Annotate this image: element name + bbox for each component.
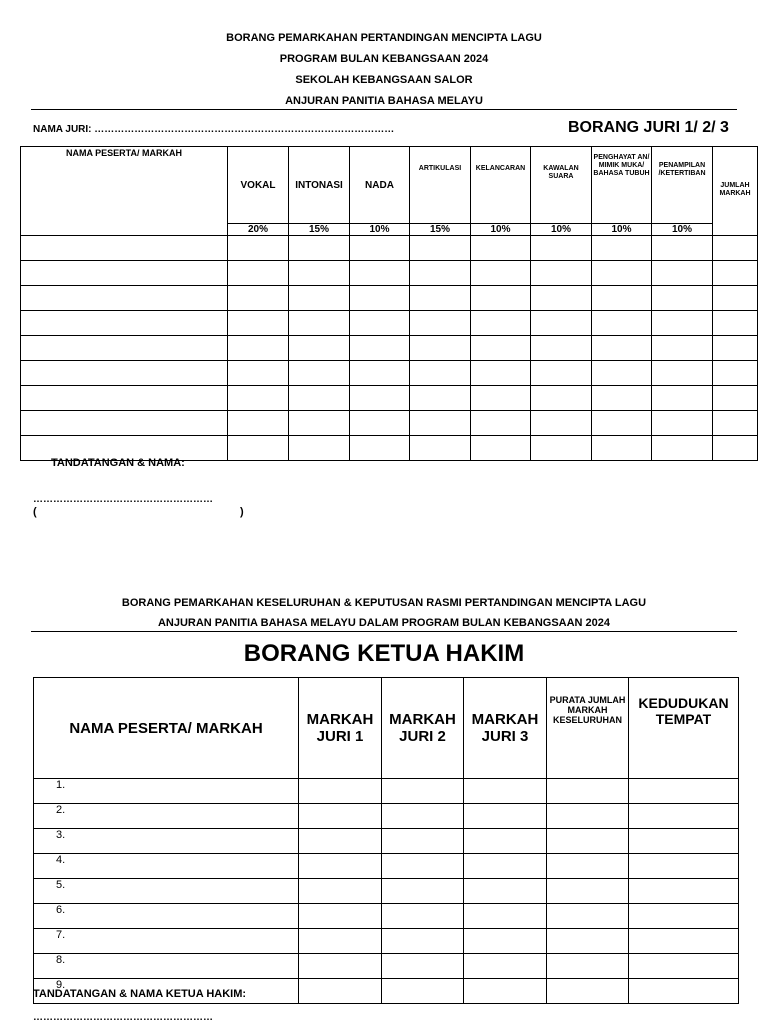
placement-cell[interactable]: [629, 804, 739, 829]
participant-name-cell[interactable]: [21, 286, 228, 311]
placement-header: KEDUDUKAN TEMPAT: [629, 678, 739, 779]
score-cell[interactable]: [228, 336, 289, 361]
participant-header: NAMA PESERTA/ MARKAH: [34, 678, 299, 779]
participant-name-cell[interactable]: [21, 311, 228, 336]
score-cell[interactable]: [289, 311, 350, 336]
judge-2-cell[interactable]: [382, 954, 464, 979]
participant-name-cell[interactable]: 2.: [34, 804, 299, 829]
criterion-weight: 15%: [410, 224, 471, 236]
score-cell[interactable]: [471, 236, 531, 261]
total-cell[interactable]: [713, 386, 758, 411]
score-cell[interactable]: [592, 336, 652, 361]
total-header: JUMLAH MARKAH: [713, 147, 758, 224]
score-cell[interactable]: [531, 386, 592, 411]
judge-1-cell[interactable]: [299, 954, 382, 979]
judge-3-header: MARKAH JURI 3: [464, 678, 547, 779]
judge-3-cell[interactable]: [464, 979, 547, 1004]
judge-1-cell[interactable]: [299, 904, 382, 929]
signature-label: TANDATANGAN & NAMA:: [51, 457, 185, 469]
total-cell[interactable]: [713, 436, 758, 461]
score-cell[interactable]: [471, 336, 531, 361]
criterion-header: ARTIKULASI: [410, 147, 471, 224]
average-cell[interactable]: [547, 879, 629, 904]
judge-3-cell[interactable]: [464, 779, 547, 804]
average-cell[interactable]: [547, 829, 629, 854]
weight-row: [21, 224, 758, 236]
participant-row: [34, 904, 739, 929]
judge-2-cell[interactable]: [382, 879, 464, 904]
average-cell[interactable]: [547, 979, 629, 1004]
participant-name-cell[interactable]: [21, 361, 228, 386]
placement-cell[interactable]: [629, 779, 739, 804]
score-row: [21, 286, 758, 311]
judge-2-cell[interactable]: [382, 929, 464, 954]
criterion-weight: 10%: [350, 224, 410, 236]
participant-name-cell[interactable]: 6.: [34, 904, 299, 929]
criterion-weight: 10%: [592, 224, 652, 236]
judge-3-cell[interactable]: [464, 929, 547, 954]
criterion-weight: 10%: [471, 224, 531, 236]
participant-row: [34, 879, 739, 904]
judge-3-cell[interactable]: [464, 804, 547, 829]
score-cell[interactable]: [652, 336, 713, 361]
placement-cell[interactable]: [629, 929, 739, 954]
head-judge-header-row: [34, 678, 739, 779]
participant-header: NAMA PESERTA/ MARKAH: [21, 147, 228, 224]
form1-title-line-1: BORANG PEMARKAHAN PERTANDINGAN MENCIPTA LAGU: [226, 32, 542, 44]
signature-paren-open: (: [33, 506, 37, 518]
score-cell[interactable]: [652, 311, 713, 336]
judge-name-field[interactable]: NAMA JURI: ………………………………………………………………………………: [33, 124, 395, 135]
participant-name-cell[interactable]: 7.: [34, 929, 299, 954]
score-cell[interactable]: [289, 386, 350, 411]
score-cell[interactable]: [350, 236, 410, 261]
score-cell[interactable]: [410, 261, 471, 286]
judge-score-table: [20, 146, 758, 461]
participant-name-cell[interactable]: 1.: [34, 779, 299, 804]
criterion-header: NADA: [350, 147, 410, 224]
score-cell[interactable]: [289, 336, 350, 361]
participant-row: [34, 929, 739, 954]
criterion-header: PENAMPILAN /KETERTIBAN: [652, 147, 713, 224]
score-cell[interactable]: [592, 386, 652, 411]
participant-row: [34, 804, 739, 829]
score-cell[interactable]: [410, 411, 471, 436]
placement-cell[interactable]: [629, 904, 739, 929]
score-cell[interactable]: [228, 411, 289, 436]
form2-divider: [31, 631, 737, 632]
judge-2-cell[interactable]: [382, 779, 464, 804]
score-cell[interactable]: [652, 411, 713, 436]
score-cell[interactable]: [289, 411, 350, 436]
judge-1-cell[interactable]: [299, 929, 382, 954]
score-cell[interactable]: [289, 436, 350, 461]
score-row: [21, 236, 758, 261]
criterion-header: KAWALAN SUARA: [531, 147, 592, 224]
score-cell[interactable]: [228, 436, 289, 461]
participant-name-cell[interactable]: 8.: [34, 954, 299, 979]
judge-table-body: [21, 236, 758, 461]
participant-name-cell[interactable]: 9.: [34, 979, 299, 1004]
score-cell[interactable]: [592, 361, 652, 386]
score-cell[interactable]: [531, 411, 592, 436]
judge-3-cell[interactable]: [464, 904, 547, 929]
head-judge-heading: BORANG KETUA HAKIM: [243, 640, 525, 667]
criterion-weight: 15%: [289, 224, 350, 236]
judge-3-cell[interactable]: [464, 954, 547, 979]
score-cell[interactable]: [652, 386, 713, 411]
score-cell[interactable]: [228, 361, 289, 386]
score-cell[interactable]: [652, 236, 713, 261]
score-row: [21, 361, 758, 386]
judge-2-header: MARKAH JURI 2: [382, 678, 464, 779]
form1-title-line-3: SEKOLAH KEBANGSAAN SALOR: [295, 74, 473, 86]
score-cell[interactable]: [471, 386, 531, 411]
participant-row: [34, 854, 739, 879]
head-judge-signature-label: TANDATANGAN & NAMA KETUA HAKIM:: [33, 988, 247, 1000]
score-cell[interactable]: [350, 286, 410, 311]
total-cell[interactable]: [713, 286, 758, 311]
head-judge-signature-line[interactable]: ………………………………………………: [33, 1012, 213, 1023]
form1-title-line-2: PROGRAM BULAN KEBANGSAAN 2024: [279, 53, 489, 65]
score-cell[interactable]: [228, 311, 289, 336]
form1-divider: [31, 109, 737, 110]
total-cell[interactable]: [713, 311, 758, 336]
score-cell[interactable]: [350, 361, 410, 386]
score-cell[interactable]: [350, 261, 410, 286]
judge-1-cell[interactable]: [299, 879, 382, 904]
score-cell[interactable]: [350, 436, 410, 461]
average-header: PURATA JUMLAH MARKAH KESELURUHAN: [547, 678, 629, 779]
participant-name-cell[interactable]: 5.: [34, 879, 299, 904]
weight-spacer: [21, 224, 228, 236]
score-cell[interactable]: [471, 436, 531, 461]
head-judge-table: [33, 677, 739, 1004]
placement-cell[interactable]: [629, 954, 739, 979]
form2-title-line-2: ANJURAN PANITIA BAHASA MELAYU DALAM PROGRAM BULAN KEBANGSAAN 2024: [157, 617, 611, 629]
placement-cell[interactable]: [629, 829, 739, 854]
score-cell[interactable]: [410, 361, 471, 386]
score-cell[interactable]: [652, 361, 713, 386]
judge-3-cell[interactable]: [464, 829, 547, 854]
total-cell[interactable]: [713, 236, 758, 261]
criterion-weight: 10%: [652, 224, 713, 236]
score-cell[interactable]: [592, 261, 652, 286]
judge-2-cell[interactable]: [382, 904, 464, 929]
total-cell[interactable]: [713, 336, 758, 361]
judge-1-cell[interactable]: [299, 804, 382, 829]
score-cell[interactable]: [531, 286, 592, 311]
score-cell[interactable]: [471, 286, 531, 311]
score-cell[interactable]: [471, 411, 531, 436]
score-cell[interactable]: [531, 436, 592, 461]
placement-cell[interactable]: [629, 979, 739, 1004]
form-id: BORANG JURI 1/ 2/ 3: [568, 119, 729, 136]
score-row: [21, 311, 758, 336]
criterion-weight: 20%: [228, 224, 289, 236]
score-cell[interactable]: [652, 436, 713, 461]
weight-spacer: [713, 224, 758, 236]
average-cell[interactable]: [547, 779, 629, 804]
score-cell[interactable]: [289, 236, 350, 261]
score-cell[interactable]: [410, 311, 471, 336]
criterion-header: VOKAL: [228, 147, 289, 224]
score-cell[interactable]: [592, 286, 652, 311]
judge-1-cell[interactable]: [299, 779, 382, 804]
score-cell[interactable]: [652, 261, 713, 286]
score-cell[interactable]: [410, 236, 471, 261]
score-row: [21, 336, 758, 361]
participant-name-cell[interactable]: [21, 236, 228, 261]
placement-cell[interactable]: [629, 854, 739, 879]
judge-1-cell[interactable]: [299, 829, 382, 854]
score-cell[interactable]: [228, 286, 289, 311]
score-cell[interactable]: [592, 311, 652, 336]
average-cell[interactable]: [547, 904, 629, 929]
judge-1-header: MARKAH JURI 1: [299, 678, 382, 779]
criterion-header: KELANCARAN: [471, 147, 531, 224]
score-cell[interactable]: [592, 236, 652, 261]
judge-1-cell[interactable]: [299, 854, 382, 879]
average-cell[interactable]: [547, 804, 629, 829]
score-cell[interactable]: [410, 436, 471, 461]
average-cell[interactable]: [547, 954, 629, 979]
signature-line[interactable]: ………………………………………………: [33, 494, 213, 505]
form1-title-line-4: ANJURAN PANITIA BAHASA MELAYU: [285, 95, 483, 107]
participant-name-cell[interactable]: [21, 261, 228, 286]
head-judge-table-body: [34, 779, 739, 1004]
judge-table-header-row: [21, 147, 758, 224]
judge-3-cell[interactable]: [464, 879, 547, 904]
score-cell[interactable]: [531, 361, 592, 386]
score-cell[interactable]: [350, 386, 410, 411]
score-cell[interactable]: [289, 286, 350, 311]
score-cell[interactable]: [531, 261, 592, 286]
average-cell[interactable]: [547, 854, 629, 879]
score-cell[interactable]: [592, 411, 652, 436]
total-cell[interactable]: [713, 411, 758, 436]
participant-name-cell[interactable]: [21, 411, 228, 436]
criterion-header: INTONASI: [289, 147, 350, 224]
score-cell[interactable]: [228, 386, 289, 411]
score-cell[interactable]: [471, 361, 531, 386]
score-cell[interactable]: [531, 311, 592, 336]
participant-row: [34, 779, 739, 804]
score-cell[interactable]: [531, 236, 592, 261]
participant-name-cell[interactable]: [21, 336, 228, 361]
participant-name-cell[interactable]: 3.: [34, 829, 299, 854]
form2-title-line-1: BORANG PEMARKAHAN KESELURUHAN & KEPUTUSAN RASMI PERTANDINGAN MENCIPTA LAGU: [121, 597, 647, 609]
score-cell[interactable]: [471, 311, 531, 336]
score-cell[interactable]: [350, 311, 410, 336]
score-cell[interactable]: [228, 236, 289, 261]
score-row: [21, 386, 758, 411]
score-cell[interactable]: [410, 336, 471, 361]
score-cell[interactable]: [289, 361, 350, 386]
judge-2-cell[interactable]: [382, 854, 464, 879]
score-cell[interactable]: [471, 261, 531, 286]
participant-name-cell[interactable]: 4.: [34, 854, 299, 879]
judge-2-cell[interactable]: [382, 829, 464, 854]
score-cell[interactable]: [410, 286, 471, 311]
criterion-header: PENGHAYAT AN/ MIMIK MUKA/ BAHASA TUBUH: [592, 147, 652, 224]
placement-cell[interactable]: [629, 879, 739, 904]
score-row: [21, 261, 758, 286]
criterion-weight: 10%: [531, 224, 592, 236]
average-cell[interactable]: [547, 929, 629, 954]
judge-2-cell[interactable]: [382, 979, 464, 1004]
judge-2-cell[interactable]: [382, 804, 464, 829]
score-cell[interactable]: [592, 436, 652, 461]
total-cell[interactable]: [713, 361, 758, 386]
participant-row: [34, 829, 739, 854]
participant-row: [34, 954, 739, 979]
score-cell[interactable]: [350, 336, 410, 361]
signature-paren-close: ): [240, 506, 244, 518]
score-row: [21, 411, 758, 436]
score-cell[interactable]: [350, 411, 410, 436]
score-cell[interactable]: [531, 336, 592, 361]
score-cell[interactable]: [652, 286, 713, 311]
judge-1-cell[interactable]: [299, 979, 382, 1004]
total-cell[interactable]: [713, 261, 758, 286]
score-cell[interactable]: [289, 261, 350, 286]
score-cell[interactable]: [228, 261, 289, 286]
judge-3-cell[interactable]: [464, 854, 547, 879]
participant-name-cell[interactable]: [21, 386, 228, 411]
score-cell[interactable]: [410, 386, 471, 411]
